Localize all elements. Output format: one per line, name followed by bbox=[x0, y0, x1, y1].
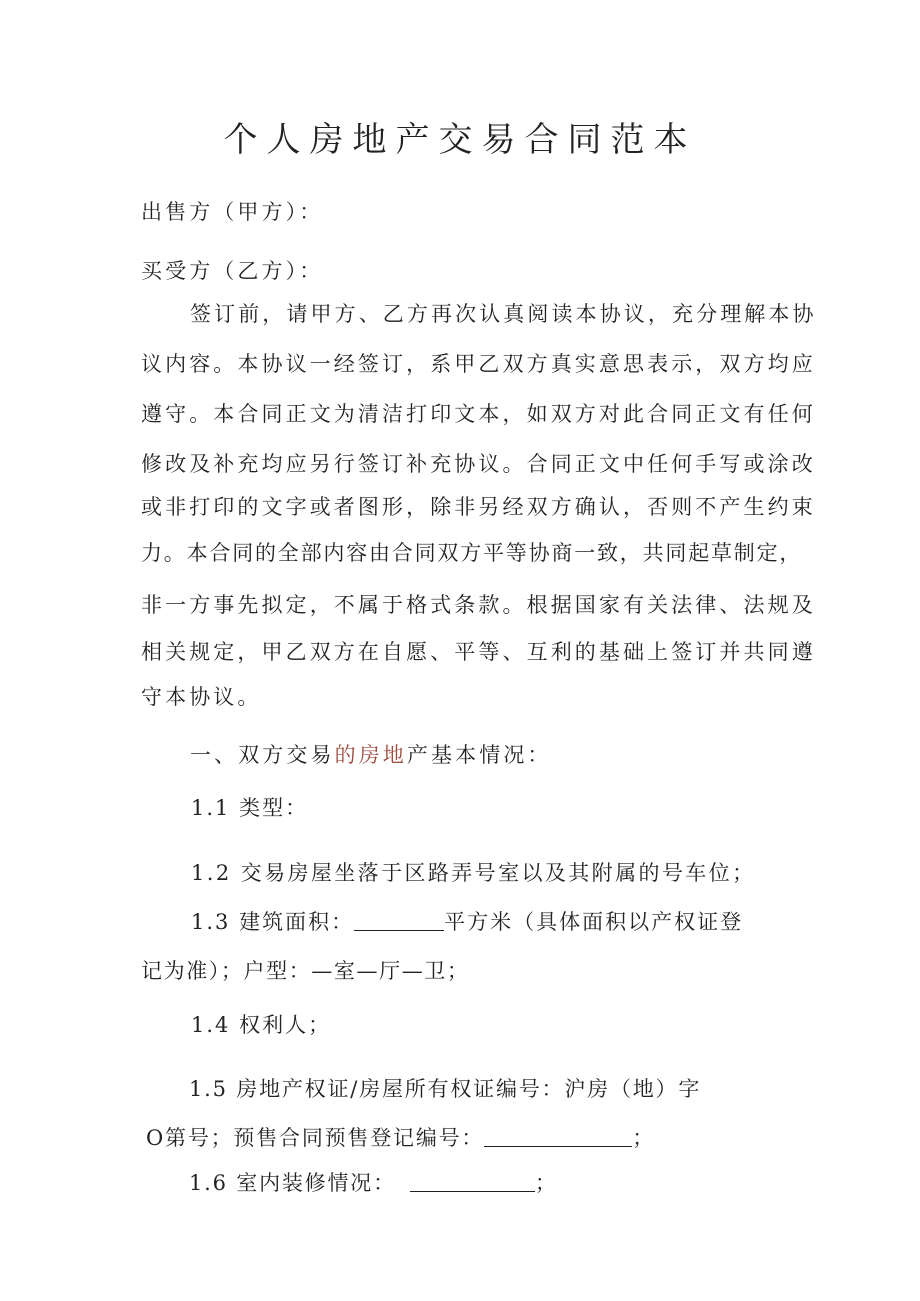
heading-part: 一、双方交易 bbox=[190, 743, 335, 767]
punctuation: ； bbox=[632, 1126, 656, 1150]
preamble-line: 遵守。本合同正文为清洁打印文本，如双方对此合同正文有任何 bbox=[141, 402, 816, 426]
presale-number-blank-field bbox=[484, 1128, 632, 1147]
preamble-line: 签订前，请甲方、乙方再次认真阅读本协议，充分理解本协 bbox=[190, 302, 817, 326]
preamble-line: 力。本合同的全部内容由合同双方平等协商一致，共同起草制定， bbox=[141, 541, 803, 565]
item-1-5-text: O第号；预售合同预售登记编号： bbox=[146, 1126, 485, 1150]
preamble-line: 或非打印的文字或者图形，除非另经双方确认，否则不产生约束 bbox=[141, 495, 816, 519]
preamble-line: 修改及补充均应另行签订补充协议。合同正文中任何手写或涂改 bbox=[141, 452, 816, 476]
item-1-6 bbox=[189, 1170, 558, 1196]
heading-part: 产基本情况： bbox=[406, 743, 552, 767]
item-1-2: 1.2 交易房屋坐落于区路弄号室以及其附属的号车位； bbox=[191, 861, 756, 885]
item-1-3-label: 1.3 建筑面积： bbox=[191, 910, 355, 934]
document-title: 个人房地产交易合同范本 bbox=[223, 120, 697, 160]
buyer-label: 买受方（乙方）： bbox=[141, 259, 324, 283]
punctuation: ； bbox=[534, 1171, 558, 1195]
area-blank-field bbox=[354, 912, 444, 931]
seller-label: 出售方（甲方）： bbox=[141, 200, 324, 224]
decoration-blank-field bbox=[410, 1173, 535, 1192]
item-1-1: 1.1 类型： bbox=[191, 796, 309, 820]
preamble-line: 非一方事先拟定，不属于格式条款。根据国家有关法律、法规及 bbox=[141, 593, 816, 617]
preamble-line: 议内容。本协议一经签订，系甲乙双方真实意思表示，双方均应 bbox=[141, 352, 816, 376]
item-1-5: 1.5 房地产权证/房屋所有权证编号：沪房（地）字 bbox=[189, 1077, 702, 1101]
preamble-line: 守本协议。 bbox=[141, 685, 262, 709]
item-1-3-text: 平方米（具体面积以产权证登 bbox=[444, 910, 744, 934]
item-1-5-continued bbox=[146, 1125, 655, 1151]
item-1-3 bbox=[191, 909, 743, 935]
section-1-heading bbox=[190, 742, 552, 768]
preamble-line: 相关规定，甲乙双方在自愿、平等、互利的基础上签订并共同遵 bbox=[141, 640, 816, 664]
item-1-6-label: 1.6 室内装修情况： bbox=[189, 1171, 396, 1195]
highlighted-text: 的房地 bbox=[334, 743, 407, 767]
item-1-3-continued: 记为准）；户型：—室—厅—卫； bbox=[141, 959, 470, 983]
item-1-4: 1.4 权利人； bbox=[191, 1013, 332, 1037]
